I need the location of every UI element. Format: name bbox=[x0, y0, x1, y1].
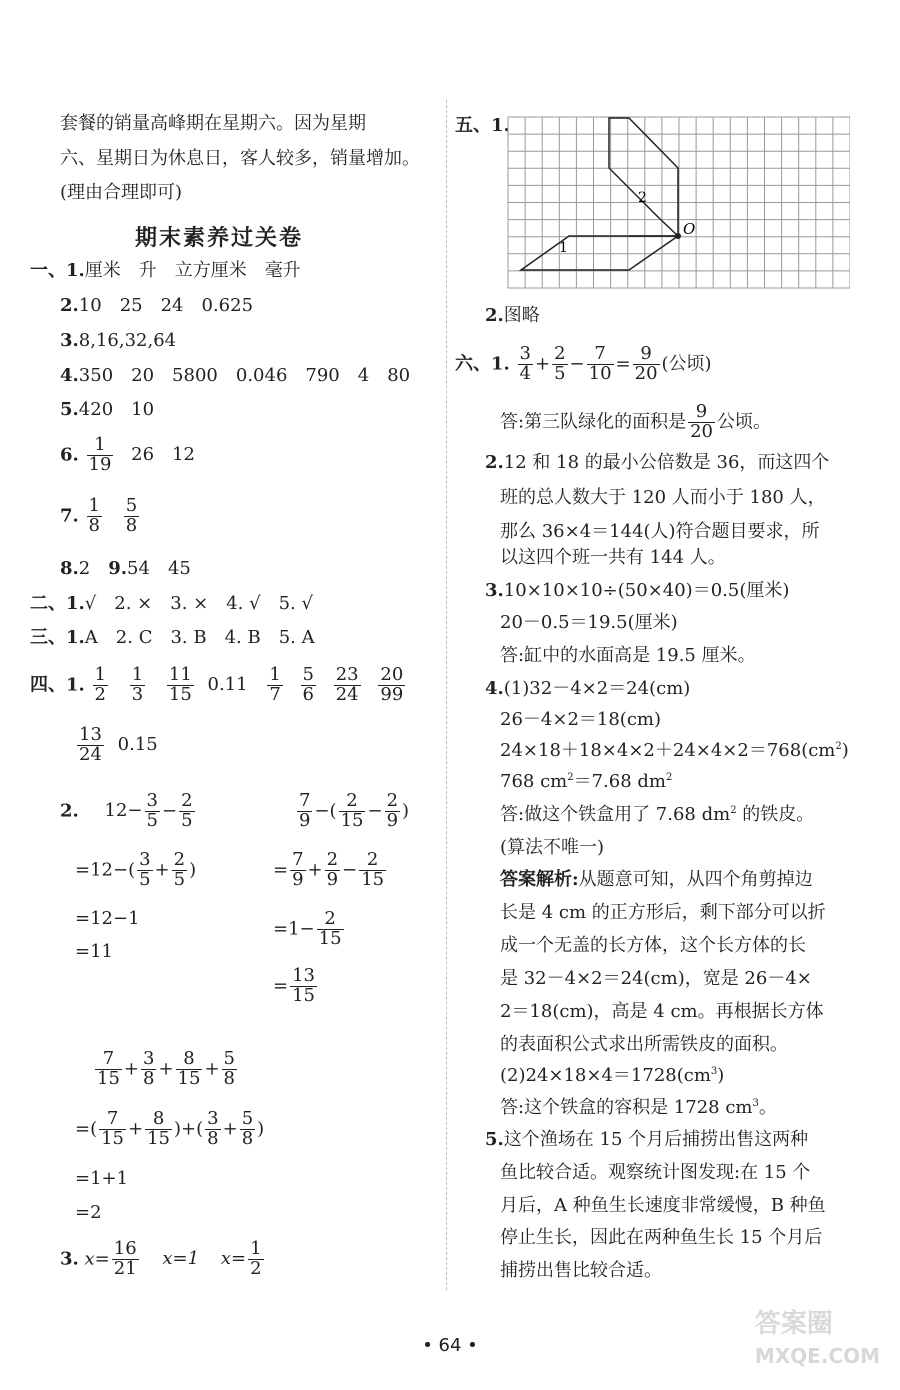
q1-1: 一、1.厘米 升 立方厘米 毫升 bbox=[30, 260, 301, 281]
analysis-line-6: 的表面积公式求出所需铁皮的面积。 bbox=[500, 1034, 788, 1055]
section-5-label: 五、1. bbox=[455, 115, 510, 136]
q4-2-a2: =12−( $\frac{3}{5}$ + $\frac{2}{5}$ ) bbox=[75, 849, 197, 890]
q4-2-c2: =( $\frac{7}{15}$ + $\frac{8}{15}$ )+( $\frac{3}{8}$ + $\frac{5}{8}$ ) bbox=[75, 1108, 265, 1149]
analysis-line-5: 2＝18(cm)，高是 4 cm。再根据长方体 bbox=[500, 1001, 824, 1022]
q6-3-line-1: 3.10×10×10÷(50×40)＝0.5(厘米) bbox=[485, 580, 790, 601]
fraction: $\frac{1}{7}$ bbox=[269, 664, 281, 705]
q1-6: 6. $\frac{1}{19}$ 26 12 bbox=[60, 434, 195, 475]
fraction: $\frac{11}{15}$ bbox=[168, 664, 192, 705]
fraction: $\frac{1}{19}$ bbox=[88, 434, 112, 475]
q1-8-9: 8.2 9.54 45 bbox=[60, 558, 191, 579]
q1-7: 7. $\frac{1}{8}$ $\frac{5}{8}$ bbox=[60, 495, 138, 536]
fraction: $\frac{13}{24}$ bbox=[79, 724, 102, 765]
intro-line-3: (理由合理即可) bbox=[60, 182, 183, 203]
grid-figure bbox=[507, 116, 850, 289]
q6-4-line-5: 答:做这个铁盒用了 7.68 $dm^2$ 的铁皮。 bbox=[500, 804, 815, 825]
fraction: $\frac{23}{24}$ bbox=[335, 664, 359, 705]
q6-4-part2: $(2)24\times 18\times 4=1728(cm^3)$ bbox=[500, 1065, 725, 1086]
section-4-q1: 四、1. $\frac{1}{2}$ $\frac{1}{3}$ $\frac{11}{15}$ 0.11 $\frac{1}{7}$ $\frac{5}{6}$ $\frac{23}{24}$ $\frac{20}{99}$ bbox=[30, 664, 404, 705]
column-divider bbox=[446, 100, 447, 1290]
q6-2-line-4: 以这四个班一共有 144 人。 bbox=[500, 547, 726, 568]
fraction: $\frac{1}{2}$ bbox=[94, 664, 106, 705]
q6-2-line-2: 班的总人数大于 120 人而小于 180 人， bbox=[500, 487, 826, 508]
analysis-line-1: 答案解析:从题意可知，从四个角剪掉边 bbox=[500, 869, 813, 890]
q1-2: 2.10 25 24 0.625 bbox=[60, 295, 254, 316]
section-3: 三、1.A 2. C 3. B 4. B 5. A bbox=[30, 627, 315, 648]
q4-2-b4: = $\frac{13}{15}$ bbox=[273, 965, 315, 1006]
q6-5-line-1: 5.这个渔场在 15 个月后捕捞出售这两种 bbox=[485, 1129, 809, 1150]
q6-3-line-3: 答:缸中的水面高是 19.5 厘米。 bbox=[500, 645, 756, 666]
shape-2-label: 2 bbox=[638, 190, 647, 206]
q6-5-line-3: 月后，A 种鱼生长速度非常缓慢，B 种鱼 bbox=[500, 1195, 826, 1216]
q6-2-line-1: 2.12 和 18 的最小公倍数是 36，而这四个 bbox=[485, 452, 830, 473]
q6-2-line-3: 那么 36×4＝144(人)符合题目要求，所 bbox=[500, 521, 820, 542]
q4-3: 3. x= $\frac{16}{21}$ x=1 x= $\frac{1}{2}$ bbox=[60, 1238, 262, 1279]
fraction: $\frac{1}{3}$ bbox=[131, 664, 144, 705]
section-2: 二、1.√ 2. × 3. × 4. √ 5. √ bbox=[30, 593, 313, 614]
q4-2-a1: 2. 12− $\frac{3}{5}$ − $\frac{2}{5}$ bbox=[60, 790, 193, 831]
fraction: $\frac{20}{99}$ bbox=[380, 664, 404, 705]
q6-4-line-1: 4.(1)32－4×2＝24(cm) bbox=[485, 678, 691, 699]
page-number: • 64 • bbox=[422, 1335, 478, 1356]
fraction: $\frac{1}{8}$ bbox=[88, 495, 100, 536]
q4-2-c3: =1+1 bbox=[75, 1168, 129, 1189]
shape-1-label: 1 bbox=[559, 240, 568, 256]
analysis-line-2: 长是 4 cm 的正方形后，剩下部分可以折 bbox=[500, 902, 826, 923]
q6-1-answer: 答:第三队绿化的面积是 $\frac{9}{20}$ 公顷。 bbox=[500, 401, 771, 442]
intro-line-2: 六、星期日为休息日，客人较多，销量增加。 bbox=[60, 148, 420, 169]
q4-2-c4: =2 bbox=[75, 1202, 102, 1223]
section-title: 期末素养过关卷 bbox=[135, 226, 304, 251]
q6-5-line-5: 捕捞出售比较合适。 bbox=[500, 1260, 662, 1281]
q6-4-line-4: 768 $cm^2=7.68$ $dm^2$ bbox=[500, 771, 673, 792]
q1-4: 4.350 20 5800 0.046 790 4 80 bbox=[60, 365, 411, 386]
q4-2-a4: =11 bbox=[75, 941, 113, 962]
analysis-line-3: 成一个无盖的长方体，这个长方体的长 bbox=[500, 935, 806, 956]
q6-5-line-4: 停止生长，因此在两种鱼生长 15 个月后 bbox=[500, 1227, 823, 1248]
q4-2-c1: $\frac{7}{15}$ + $\frac{3}{8}$ + $\frac{8}{15}$ + $\frac{5}{8}$ bbox=[97, 1048, 235, 1089]
q4-2-b1: $\frac{7}{9}$ −( $\frac{2}{15}$ − $\frac{2}{9}$ ) bbox=[299, 790, 410, 831]
point-o-label: O bbox=[683, 220, 696, 238]
q6-4-line-3: $24\times 18+18\times 4\times 2+24\times 4\times 2=768(cm^2)$ bbox=[500, 740, 849, 761]
q6-4-part2-answer: 答:这个铁盒的容积是 1728 $cm^3$。 bbox=[500, 1097, 777, 1118]
q6-4-line-2: 26－4×2＝18(cm) bbox=[500, 709, 661, 730]
fraction: $\frac{5}{6}$ bbox=[302, 664, 314, 705]
q4-2-b2: = $\frac{7}{9}$ + $\frac{2}{9}$ − $\frac{2}{15}$ bbox=[273, 849, 385, 890]
q6-4-line-6: (算法不唯一) bbox=[500, 837, 605, 858]
q6-1: 六、1. $\frac{3}{4}$ + $\frac{2}{5}$ − $\frac{7}{10}$ = $\frac{9}{20}$ (公顷) bbox=[455, 343, 712, 384]
q6-5-line-2: 鱼比较合适。观察统计图发现:在 15 个 bbox=[500, 1162, 811, 1183]
q6-3-line-2: 20－0.5＝19.5(厘米) bbox=[500, 612, 678, 633]
q4-2-b3: =1− $\frac{2}{15}$ bbox=[273, 908, 342, 949]
section-4-q1-cont: $\frac{13}{24}$ 0.15 bbox=[79, 724, 158, 765]
intro-line-1: 套餐的销量高峰期在星期六。因为星期 bbox=[60, 113, 366, 134]
fraction: $\frac{5}{8}$ bbox=[125, 495, 138, 536]
q1-3: 3.8,16,32,64 bbox=[60, 330, 177, 351]
q4-2-a3: =12−1 bbox=[75, 908, 140, 929]
q5-2: 2.图略 bbox=[485, 305, 540, 326]
watermark-logo: 答案圈 MXQE.COM bbox=[754, 1309, 880, 1368]
analysis-line-4: 是 32－4×2＝24(cm)，宽是 26－4× bbox=[500, 968, 812, 989]
q1-5: 5.420 10 bbox=[60, 399, 155, 420]
